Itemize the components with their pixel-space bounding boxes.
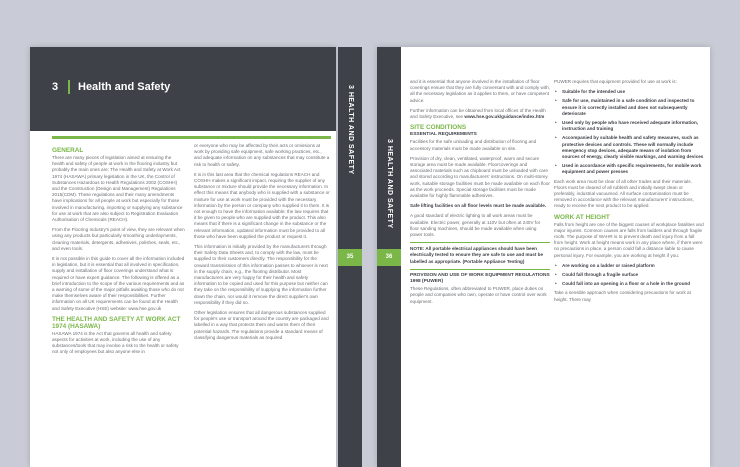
tab-label: 3 HEALTH AND SAFETY — [386, 139, 393, 229]
paragraph: and it is essential that anyone involved in the installation of floor coverings ensure that they are fully conversant with and comply with, all the necessary legislation as it applies to them, or have competent advice. — [410, 79, 550, 103]
paragraph: It is in this last area that the chemical regulations REACH and COSHH makes a significant impact, requiring the supplier of any substance or mixture should provide the necessary information. In effect this means that anybody who is supplied with a substance or mixture for use at work must be provided with the necessary information by the person or company who supplied it to them. It is not enough to have the information available; the law requires that it be given to people who are supplied with the product. This also means that if there is a significant change in the substance or the relevant information, updated information must be provided to all those who have been supplied the product or request it. — [194, 171, 330, 239]
left-page — [30, 47, 336, 467]
hse-link[interactable]: www.hse.gov.uk/guidance/index.htm — [464, 114, 545, 120]
paragraph: This information is initially provided by the manufacturers through their Safety Data Sheets and, to comply with the law, must be supplied to their customers directly. The responsibility for the onward transmission of this information passes to whoever is next in the supply chain, e.g., the flooring distributor. Most manufacturers are very happy for their health and safety information to be copied and used for this purpose but neither can they take on the responsibility of supplying the information further down the chain, nor would it remove the direct supplier's own responsibility if they did so. — [194, 244, 328, 305]
page-number: 36 — [377, 249, 401, 266]
note: NOTE: All portable electrical appliances should have been electrically tested to ensure they are safe to use and must be labelled as appropriate. (Portable Appliance Testing) — [410, 246, 544, 264]
paragraph: From the Flooring Industry's point of view, they are relevant when using any products but particularly smoothing underlayments, cleaning materials, detergents, adhesives, polishes, seals, etc., and even tools. — [52, 227, 185, 251]
note-rule-top — [410, 242, 550, 243]
left-side-tab — [338, 47, 362, 467]
bullet-item: • Suitable for the intended use — [554, 89, 704, 95]
bullet-item: • Are working on a ladder or raised platform — [554, 263, 704, 269]
left-column-1 — [52, 143, 185, 360]
bullet-item: • Could fall into an opening in a floor or a hole in the ground — [554, 281, 704, 287]
bullet-item: • Used in accordance with specific requirements, for mobile work equipment and power presses — [554, 163, 704, 175]
chapter-separator — [68, 80, 70, 94]
paragraph: Provision of dry, clean, ventilated, waterproof, warm and secure storage area must be made available. Floorcoverings and associated materials such as chipboard must be unloaded with care and stored according to manufacturers' instructions. On multi-storey work, suitable storage facilities must be made available on each floor as the work proceeds. Special storage facilities must be made available for highly flammable adhesives. — [410, 155, 550, 199]
tab-label: 3 HEALTH AND SAFETY — [347, 85, 354, 175]
bullet-item: • Safe for use, maintained in a safe condition and inspected to ensure it is correctly installed and does not subsequently deteriorate — [554, 98, 704, 117]
chapter-number: 3 — [52, 81, 59, 93]
note-rule-bottom — [410, 269, 550, 270]
paragraph: These Regulations, often abbreviated to PUWER, place duties on people and companies who own, operate or have control over work equipment. — [410, 286, 547, 304]
page-number: 35 — [338, 249, 362, 266]
paragraph: Take a sensible approach when considering precautions for work at height. There may — [554, 290, 691, 302]
chapter-title: Health and Safety — [78, 81, 171, 93]
paragraph: Facilities for the safe unloading and distribution of flooring and accessory materials must be made available on site. — [410, 139, 537, 151]
paragraph: Other legislation ensures that all dangerous substances supplied for people's use or transport around the country are packaged and labelled in a way that protects them and warns them of their potential hazards. The regulations provide a standard means of classifying dangerous materials as required — [194, 310, 329, 340]
paragraph — [410, 108, 550, 120]
right-page — [377, 47, 710, 467]
paragraph: It is not possible in this guide to cover all the information included in legislation, but it is essential that all involved in specification, supply and installation of floor coverings understand what is required or have expert guidance. The following is offered as a brief introduction to the scope of the various requirements and as a warning of some of the major pitfalls awaiting those who do not make themselves aware of their responsibilities. Further information on all UK requirements can be found at the Health and Safety Executive (HSE) website: www.hse.gov.uk — [52, 256, 185, 311]
right-column-1 — [410, 79, 550, 309]
paragraph: PUWER requires that equipment provided for use at work is: — [554, 79, 677, 84]
header-rule — [52, 136, 331, 139]
subheading-puwer: PROVISION AND USE OF WORK EQUIPMENT REGULATIONS 1998 (PUWER) — [410, 272, 550, 285]
section-heading-site-conditions: SITE CONDITIONS — [410, 124, 467, 132]
bullet-item: • Accompanied by suitable health and safety measures, such as protective devices and controls. These will normally include emergency stop devices, adequate means of isolation from sources of energy, clearly visible markings, and warning devices — [554, 135, 704, 160]
subheading-essential: ESSENTIAL REQUIREMENTS — [410, 132, 477, 138]
paragraph-text: Further information can be obtained from local offices of the Health and Safety Executive, see — [410, 107, 546, 120]
section-heading-work-at-height: WORK AT HEIGHT — [554, 213, 610, 221]
paragraph: Falls from height are one of the biggest causes of workplace fatalities and major injuries. Common causes are falls from ladders and through fragile roofs. The purpose of WAHR is to prevent death and injury from a fall from height. Work at height means work in any place where, if there were no precautions in place, a person could fall a distance liable to cause personal injury. For example, you are working at height if you: — [554, 221, 704, 258]
paragraph: HASAWA 1974 is the Act that governs all health and safety aspects for activities at work, including the use of any substances/tools that may involve a risk to the health or safety not only of employees but also anyone else in — [52, 330, 179, 355]
bullet-item: • Could fall through a fragile surface — [554, 272, 704, 278]
paragraph: There are many pieces of legislation aimed at ensuring the health and safety of people at work in the flooring industry but probably the main ones are: The Health and Safety at Work Act 1974 (HASAWA) primary legislation in the UK, the Control of Substances Hazardous to Health Regulations 2002 (COSHH) and the Construction (Design and Management) Regulations 2015(CDM). These regulations and their many amendments have implications for all people at work but especially for those involved in manufacturing, importing or supplying any substance for use at work that are also subject to Registration Evaluation Authorisation of Chemicals (REACH). — [52, 155, 183, 223]
bold-paragraph: Safe lifting facilities on all floor levels must be made available. — [410, 203, 547, 209]
chapter-header — [30, 47, 336, 131]
right-column-2 — [554, 79, 704, 307]
paragraph: Each work area must be clear of all other trades and their materials. Floors must be cleared of all rubbish and initially swept clean or preferably, industrial vacuumed. All surface contamination must be removed in accordance with the relevant manufacturers' instructions, ready to receive the next product to be applied. — [554, 178, 694, 209]
bullet-item: • Used only by people who have received adequate information, instruction and training — [554, 120, 704, 132]
right-side-tab — [377, 47, 401, 467]
left-column-2 — [194, 143, 330, 345]
paragraph: or everyone who may be affected by their acts or omissions at work by providing safe equipment, safe working practices, etc., and adequate information on any substances that may constitute a risk to health or safety. — [194, 143, 330, 167]
section-heading-general: GENERAL — [52, 147, 84, 154]
section-heading-hasawa: THE HEALTH AND SAFETY AT WORK ACT 1974 (HASAWA) — [52, 315, 181, 330]
paragraph: A good standard of electric lighting to all work areas must be available. Electric power, generally at 110V but often at 240V for floor sanding machines, should be made available when using power tools. — [410, 213, 541, 238]
